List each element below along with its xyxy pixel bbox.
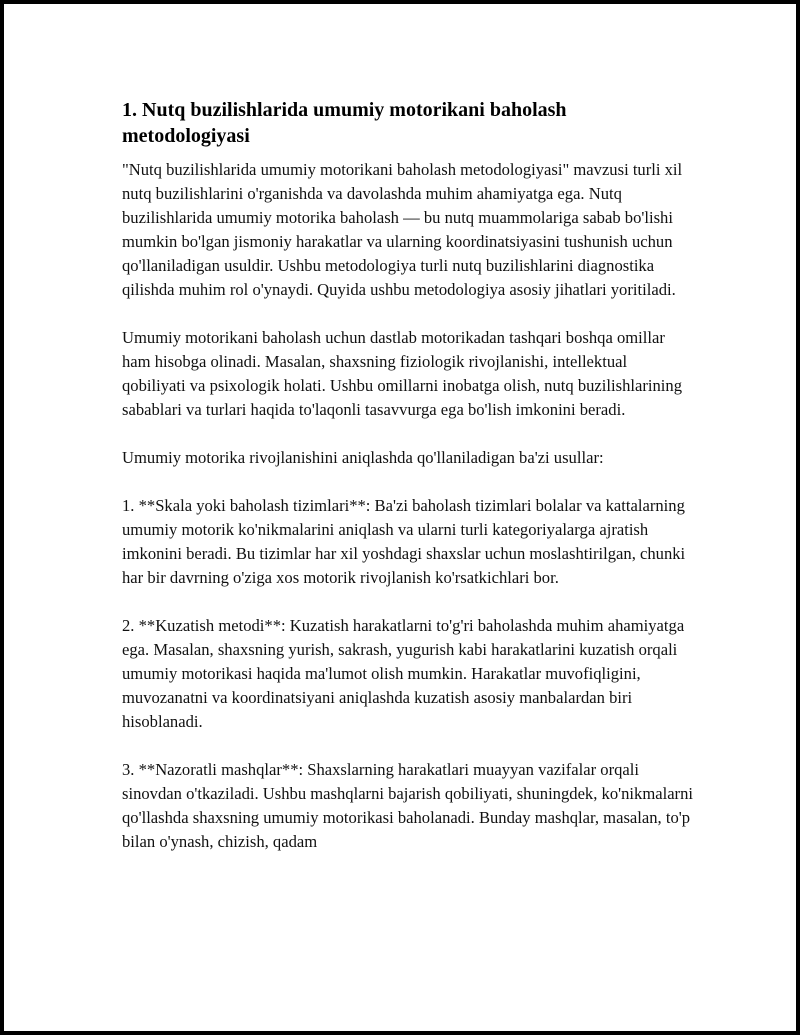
paragraph-methods-heading: Umumiy motorika rivojlanishini aniqlashda qo'llaniladigan ba'zi usullar:	[122, 448, 604, 467]
list-item-observation: 2. **Kuzatish metodi**: Kuzatish harakatlarni to'g'ri baholashda muhim ahamiyatga ega. Masalan, shaxsning yurish, sakrash, yugurish kabi harakatlarini kuzatish orqali umumiy motorikasi haqida ma'lumot olish mumkin. Harakatlar muvofiqligini, muvozanatni va koordinatsiyani aniqlashda kuzatish asosiy manbalardan biri hisoblanadi.	[122, 616, 685, 731]
document-body	[122, 97, 694, 878]
paragraph-factors: Umumiy motorikani baholash uchun dastlab motorikadan tashqari boshqa omillar ham hisobga olinadi. Masalan, shaxsning fiziologik rivojlanishi, intellektual qobiliyati va psixologik holati. Ushbu omillarni inobatga olish, nutq buzilishlarining sabablari va turlari haqida to'laqonli tasavvurga ega bo'lish imkonini beradi.	[122, 328, 682, 419]
document-title: 1. Nutq buzilishlarida umumiy motorikani baholash metodologiyasi	[122, 99, 567, 147]
list-item-controlled-exercises: 3. **Nazoratli mashqlar**: Shaxslarning harakatlari muayyan vazifalar orqali sinovdan o'tkaziladi. Ushbu mashqlarni bajarish qobiliyati, shuningdek, ko'nikmalarni qo'llashda shaxsning umumiy motorikasi baholanadi. Bunday mashqlar, masalan, to'p bilan o'ynash, chizish, qadam	[122, 760, 693, 851]
paragraph-intro: "Nutq buzilishlarida umumiy motorikani baholash metodologiyasi" mavzusi turli xil nutq buzilishlarini o'rganishda va davolashda muhim ahamiyatga ega. Nutq buzilishlarida umumiy motorika baholash — bu nutq muammolariga sabab bo'lishi mumkin bo'lgan jismoniy harakatlar va ularning koordinatsiyasini tushunish uchun qo'llaniladigan usuldir. Ushbu metodologiya turli nutq buzilishlarini diagnostika qilishda muhim rol o'ynaydi. Quyida ushbu metodologiya asosiy jihatlari yoritiladi.	[122, 160, 683, 299]
list-item-scales: 1. **Skala yoki baholash tizimlari**: Ba'zi baholash tizimlari bolalar va kattalarning umumiy motorik ko'nikmalarini aniqlash va ularni turli kategoriyalarga ajratish imkonini beradi. Bu tizimlar har xil yoshdagi shaxslar uchun moslashtirilgan, chunki har bir davrning o'ziga xos motorik rivojlanish ko'rsatkichlari bor.	[122, 496, 686, 587]
